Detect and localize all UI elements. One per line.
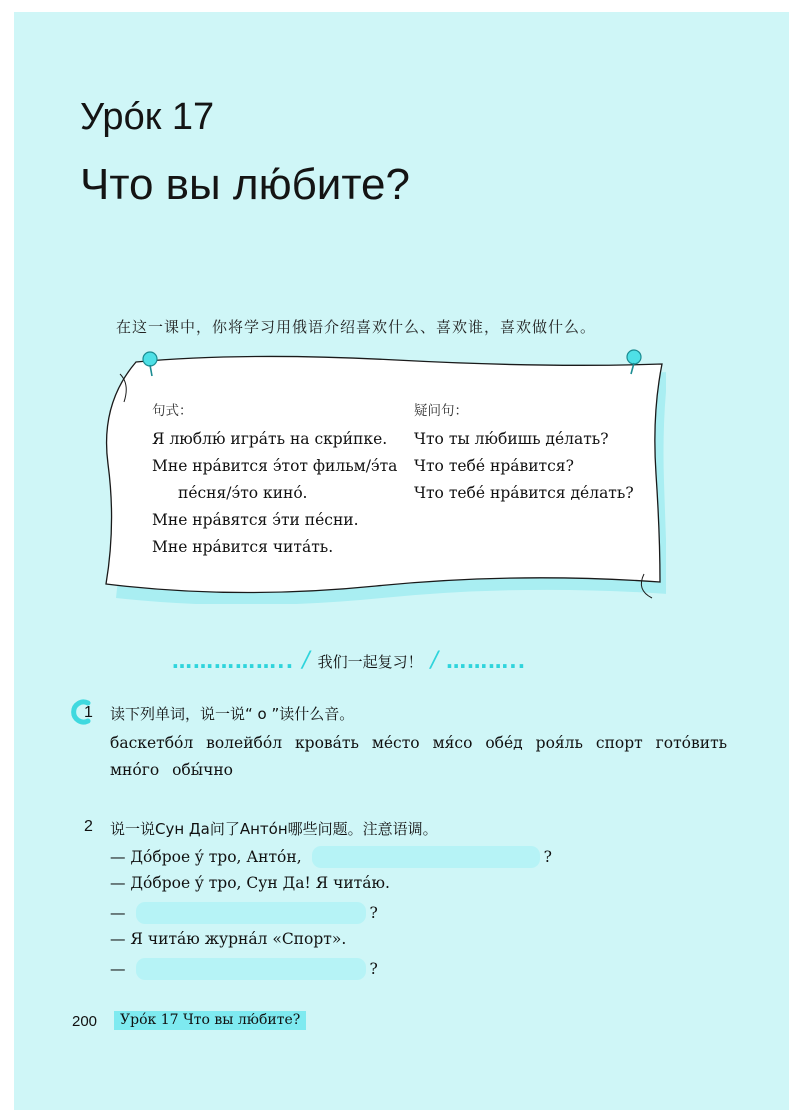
pattern-line: Мне нрáвится э́тот фильм/э́та [152, 457, 398, 475]
questions-heading: 疑问句： [414, 403, 468, 419]
dotted-rule: ……….. [446, 649, 527, 673]
question-line: Что тебé нрáвится дéлать? [414, 484, 634, 502]
pattern-line: пéсня/э́то кинó. [178, 484, 308, 502]
answer-blank[interactable] [136, 902, 366, 924]
dialogue-line [110, 874, 390, 892]
lesson-title: Что вы лю́бите? [80, 160, 410, 209]
exercise-number: 1 [84, 704, 93, 721]
exercise-instruction: 说一说Сун Да问了Антóн哪些问题。注意语调。 [110, 820, 438, 838]
intro-text: 在这一课中，你将学习用俄语介绍喜欢什么、喜欢谁，喜欢做什么。 [116, 318, 597, 336]
running-title: Урóк 17 Что вы лю́бите? [114, 1011, 306, 1030]
question-mark: ? [543, 848, 552, 866]
exercise-number: 2 [84, 818, 93, 835]
review-section-banner [172, 650, 526, 672]
exercise-instruction: 读下列单词，说一说“ о ”读什么音。 [110, 705, 355, 723]
dialogue-line [110, 846, 552, 868]
dialogue-text: — [110, 904, 126, 922]
dialogue-text: — Я читáю журнáл «Спорт». [110, 930, 347, 948]
grammar-note-card [96, 354, 666, 604]
question-mark: ? [369, 904, 378, 922]
review-title: 我们一起复习！ [317, 652, 423, 671]
patterns-heading: 句式： [152, 403, 193, 419]
question-line: Что тебé нрáвится? [414, 457, 574, 475]
pushpin-icon [621, 348, 647, 376]
page-number: 200 [72, 1013, 98, 1030]
dialogue-text: — Дóброе ý тро, Сун Да! Я читáю. [110, 874, 390, 892]
dialogue-text: — Дóброе ý тро, Антóн, [110, 848, 302, 866]
dotted-rule: …………….. [172, 649, 295, 673]
sentence-patterns [152, 398, 397, 561]
dialogue-line [110, 958, 378, 980]
pattern-line: Мне нрáвится читáть. [152, 538, 334, 556]
lesson-number: Урóк 17 [80, 96, 215, 138]
word-list: мнóго обы́чно [110, 761, 234, 779]
question-mark: ? [369, 960, 378, 978]
word-list: баскетбóл волейбóл кровáть мéсто мя́со обéд роя́ль спорт готóвить [110, 734, 728, 752]
question-patterns [414, 398, 634, 507]
question-line: Что ты лю́бишь дéлать? [414, 430, 609, 448]
dialogue-text: — [110, 960, 126, 978]
dialogue-line [110, 902, 378, 924]
pushpin-icon [138, 350, 164, 378]
dialogue-line [110, 930, 346, 948]
answer-blank[interactable] [312, 846, 540, 868]
answer-blank[interactable] [136, 958, 366, 980]
slash-divider: / [430, 648, 439, 673]
pattern-line: Мне нрáвятся э́ти пéсни. [152, 511, 359, 529]
slash-divider: / [302, 648, 310, 673]
pattern-line: Я люблю́ игрáть на скри́пке. [152, 430, 388, 448]
